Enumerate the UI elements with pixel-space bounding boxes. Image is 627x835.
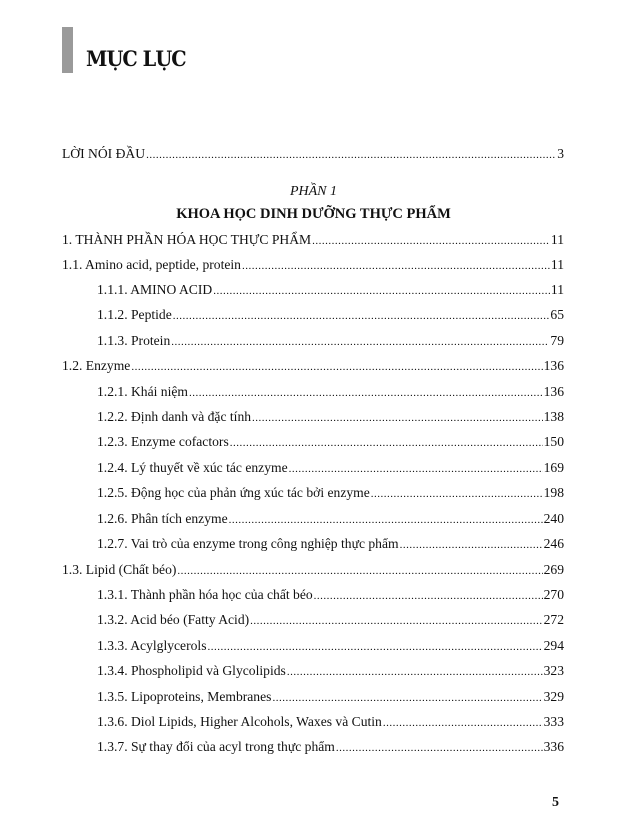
toc-entry-page: 270 [543,587,564,602]
toc-entry-label: 1.2.7. Vai trò của enzyme trong công nghiệp thực phẩm [97,536,399,551]
toc-entry[interactable] [97,663,564,679]
toc-entry-label: 1.3.7. Sự thay đổi của acyl trong thực phẩm [97,739,335,754]
toc-entry[interactable] [97,434,564,450]
toc-entry-page: 198 [543,485,564,500]
toc-leader-dots [336,741,543,755]
toc-entry-label: 1.2.1. Khái niệm [97,384,188,399]
toc-entry-label: 1.3.4. Phospholipid và Glycolipids [97,663,286,678]
toc-entry-label: 1.1. Amino acid, peptide, protein [62,257,241,272]
toc-leader-dots [146,148,556,162]
toc-entry-label: 1.3. Lipid (Chất béo) [62,562,177,577]
toc-leader-dots [400,538,543,552]
toc-entry[interactable] [97,485,564,501]
toc-entry-page: 246 [543,536,564,551]
toc-entry-label: 1.3.6. Diol Lipids, Higher Alcohols, Waxes và Cutin [97,714,382,729]
toc-entry-page: 138 [543,409,564,424]
toc-entry-label: 1.2.4. Lý thuyết về xúc tác enzyme [97,460,288,475]
toc-entry[interactable] [62,358,564,374]
toc-entry-label: 1.2.6. Phân tích enzyme [97,511,228,526]
toc-entry-page: 11 [550,282,564,297]
part-title: KHOA HỌC DINH DƯỠNG THỰC PHẨM [176,206,451,222]
toc-entry-page: 323 [543,663,564,678]
toc-leader-dots [230,436,543,450]
toc-leader-dots [272,691,542,705]
toc-entry[interactable] [97,638,564,654]
toc-entry[interactable] [97,587,564,603]
toc-entry[interactable] [97,333,564,349]
toc-entry-label: 1.3.5. Lipoproteins, Membranes [97,689,272,704]
toc-entry-page: 336 [543,739,564,754]
toc-entry-page: 169 [543,460,564,475]
toc-leader-dots [189,386,543,400]
toc-leader-dots [213,284,550,298]
toc-entry-label: 1.3.1. Thành phần hóa học của chất béo [97,587,313,602]
toc-leader-dots [171,335,549,349]
toc-entry[interactable] [97,307,564,323]
toc-entry-page: 11 [550,257,564,272]
toc-entry[interactable] [97,460,564,476]
toc-entry-page: 136 [543,358,564,373]
toc-entry[interactable] [97,511,564,527]
toc-entry[interactable] [97,739,564,755]
toc-entry-page: 329 [543,689,564,704]
toc-entry-page: 272 [543,612,564,627]
toc-leader-dots [383,716,543,730]
toc-entry[interactable] [97,689,564,705]
toc-entry-label: LỜI NÓI ĐẦU [62,146,146,161]
toc-entry-page: 11 [550,232,564,247]
toc-leader-dots [250,614,542,628]
toc-entry-page: 333 [543,714,564,729]
toc-leader-dots [289,462,543,476]
toc-entry[interactable] [62,257,564,273]
page-heading: MỤC LỤC [86,46,186,71]
toc-entry[interactable] [62,232,564,248]
toc-leader-dots [312,234,550,248]
part-label: PHẦN 1 [289,184,338,199]
page-number: 5 [552,795,559,810]
toc-leader-dots [229,513,543,527]
heading-accent-bar [62,27,73,73]
toc-entry-label: 1. THÀNH PHẦN HÓA HỌC THỰC PHẨM [62,232,312,247]
toc-entry-label: 1.2.5. Động học của phản ứng xúc tác bởi enzyme [97,485,370,500]
toc-leader-dots [252,411,543,425]
toc-entry-label: 1.1.3. Protein [97,333,171,348]
toc-leader-dots [208,640,543,654]
toc-entry-label: 1.1.2. Peptide [97,307,172,322]
toc-leader-dots [314,589,543,603]
toc-entry-label: 1.2. Enzyme [62,358,131,373]
toc-entry-page: 65 [550,307,564,322]
toc-entry[interactable] [97,282,564,298]
toc-leader-dots [287,665,543,679]
toc-entry[interactable] [97,409,564,425]
toc-entry-page: 240 [543,511,564,526]
toc-entry-label: 1.2.2. Định danh và đặc tính [97,409,252,424]
toc-entry[interactable] [62,562,564,578]
toc-leader-dots [131,360,542,374]
toc-leader-dots [371,487,543,501]
toc-entry[interactable] [97,384,564,400]
toc-leader-dots [173,309,550,323]
toc-entry[interactable] [97,536,564,552]
toc-entry-label: 1.3.2. Acid béo (Fatty Acid) [97,612,250,627]
toc-entry[interactable] [97,612,564,628]
toc-leader-dots [242,259,550,273]
toc-entry[interactable] [97,714,564,730]
toc-entry-page: 294 [543,638,564,653]
toc-entry-page: 150 [543,434,564,449]
toc-entry-page: 136 [543,384,564,399]
toc-entry-page: 269 [543,562,564,577]
toc-leader-dots [177,564,542,578]
toc-entry-label: 1.1.1. AMINO ACID [97,282,213,297]
toc-entry-preface[interactable] [62,146,564,162]
toc-entry-label: 1.2.3. Enzyme cofactors [97,434,229,449]
toc-entry-label: 1.3.3. Acylglycerols [97,638,207,653]
toc-entry-page: 79 [550,333,564,348]
toc-entry-page: 3 [557,146,564,161]
